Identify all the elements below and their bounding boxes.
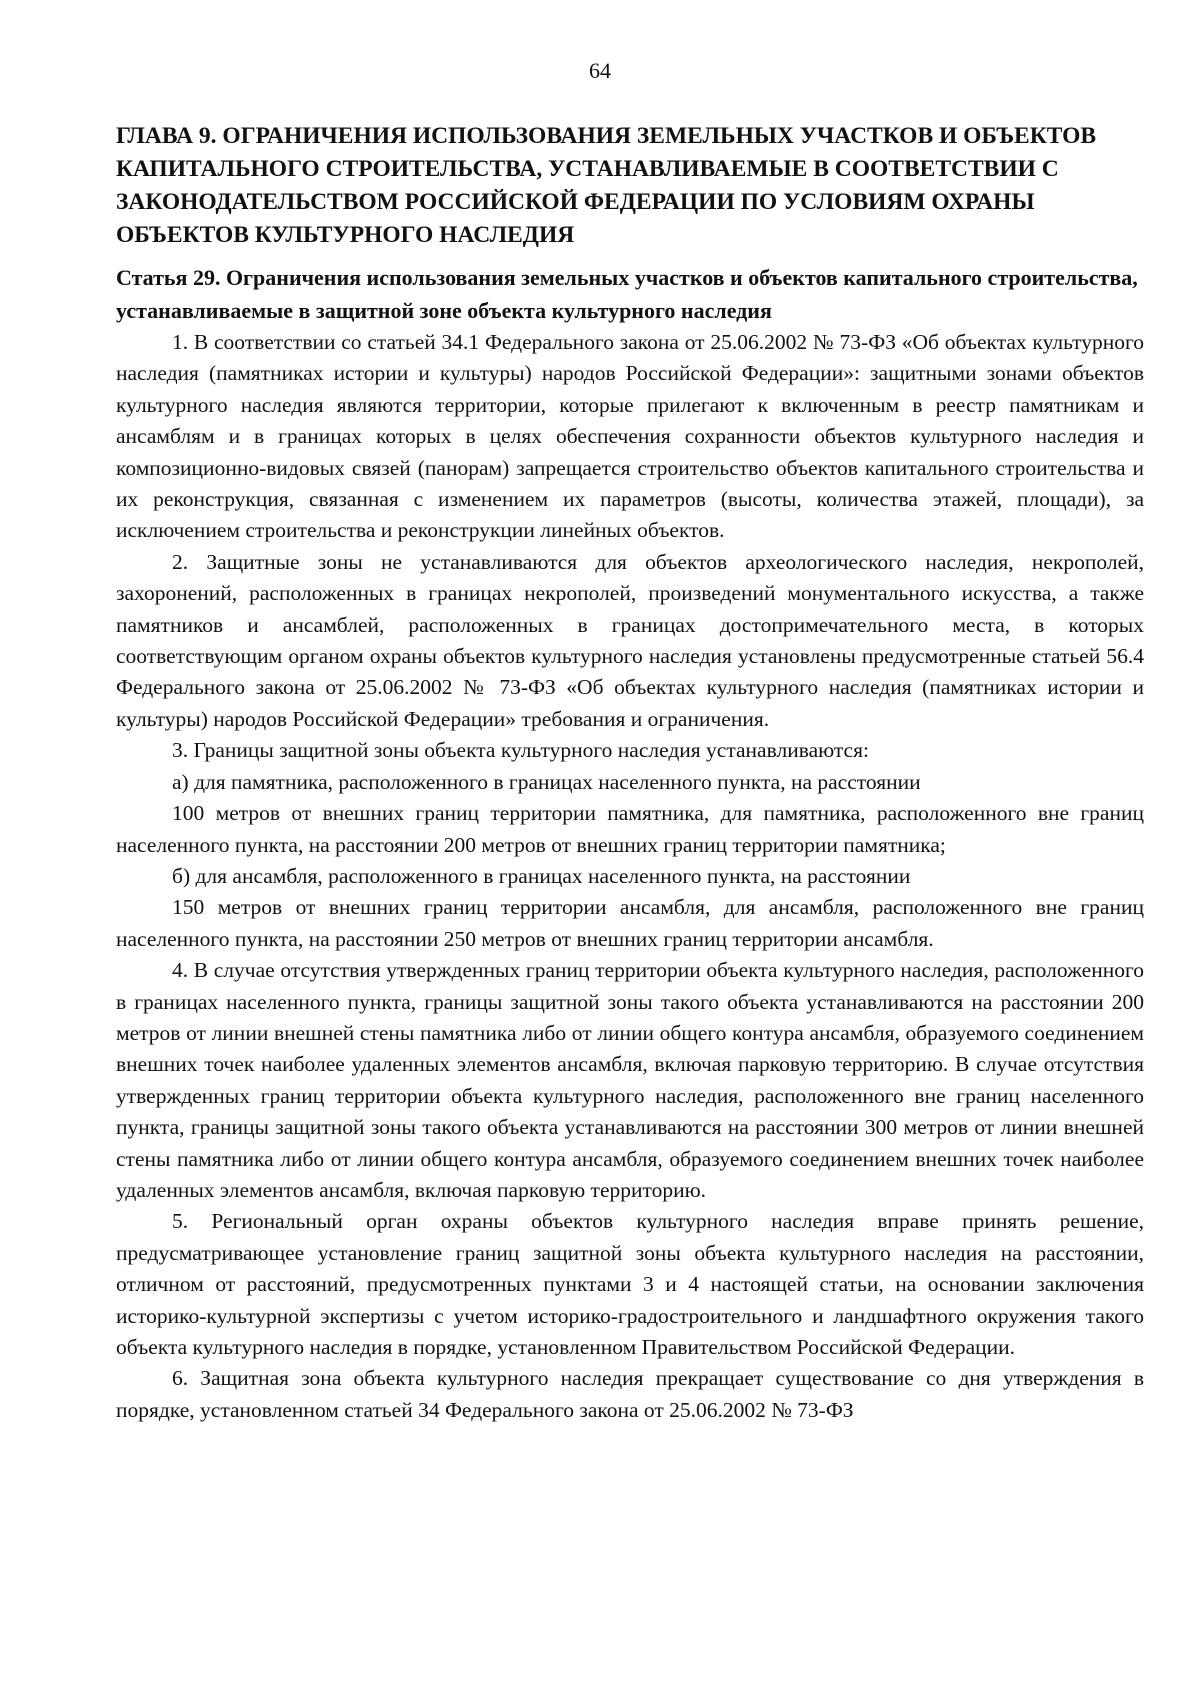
page-number: 64 (589, 58, 611, 83)
paragraph-1: 1. В соответствии со статьей 34.1 Федерального закона от 25.06.2002 № 73-ФЗ «Об объектах культурного наследия (памятниках истории и культуры) народов Российской Федерации»: защитными зонами объектов культурного наследия являются территории, которые прилегают к включенным в реестр памятникам и ансамблям и в границах которых в целях обеспечения сохранности объектов культурного наследия и композиционно-видовых связей (панорам) запрещается строительство объектов капитального строительства и их реконструкция, связанная с изменением их параметров (высоты, количества этажей, площади), за исключением строительства и реконструкции линейных объектов. (116, 330, 1144, 543)
paragraph-3: 3. Границы защитной зоны объекта культурного наследия устанавливаются: (172, 738, 869, 763)
paragraph-3a: а) для памятника, расположенного в границах населенного пункта, на расстоянии (172, 769, 921, 794)
article-body (116, 327, 1144, 1426)
paragraph-3b-continued: 150 метров от внешних границ территории ансамбля, для ансамбля, расположенного вне границ населенного пункта, на расстоянии 250 метров от внешних границ территории ансамбля. (116, 895, 1144, 951)
paragraph-6: 6. Защитная зона объекта культурного наследия прекращает существование со дня утверждения в порядке, установленном статьей 34 Федерального закона от 25.06.2002 № 73-ФЗ (116, 1366, 1144, 1422)
chapter-title: ГЛАВА 9. ОГРАНИЧЕНИЯ ИСПОЛЬЗОВАНИЯ ЗЕМЕЛЬНЫХ УЧАСТКОВ И ОБЪЕКТОВ КАПИТАЛЬНОГО СТРОИТЕЛЬСТВА, УСТАНАВЛИВАЕМЫЕ В СООТВЕТСТВИИ С ЗАКОНОДАТЕЛЬСТВОМ РОССИЙСКОЙ ФЕДЕРАЦИИ ПО УСЛОВИЯМ ОХРАНЫ ОБЪЕКТОВ КУЛЬТУРНОГО НАСЛЕДИЯ (116, 123, 1097, 248)
paragraph-3a-continued: 100 метров от внешних границ территории памятника, для памятника, расположенного вне границ населенного пункта, на расстоянии 200 метров от внешних границ территории памятника; (116, 801, 1144, 857)
paragraph-4: 4. В случае отсутствия утвержденных границ территории объекта культурного наследия, расположенного в границах населенного пункта, границы защитной зоны такого объекта устанавливаются на расстоянии 200 метров от линии внешней стены памятника либо от линии общего контура ансамбля, образуемого соединением внешних точек наиболее удаленных элементов ансамбля, включая парковую территорию. В случае отсутствия утвержденных границ территории объекта культурного наследия, расположенного вне границ населенного пункта, границы защитной зоны такого объекта устанавливаются на расстоянии 300 метров от линии внешней стены памятника либо от линии общего контура ансамбля, образуемого соединением внешних точек наиболее удаленных элементов ансамбля, включая парковую территорию. (116, 958, 1144, 1202)
paragraph-5: 5. Региональный орган охраны объектов культурного наследия вправе принять решение, предусматривающее установление границ защитной зоны объекта культурного наследия на расстоянии, отличном от расстояний, предусмотренных пунктами 3 и 4 настоящей статьи, на основании заключения историко-культурной экспертизы с учетом историко-градостроительного и ландшафтного окружения такого объекта культурного наследия в порядке, установленном Правительством Российской Федерации. (116, 1209, 1144, 1359)
article-title: Статья 29. Ограничения использования земельных участков и объектов капитального строительства, устанавливаемые в защитной зоне объекта культурного наследия (116, 265, 1138, 323)
paragraph-2: 2. Защитные зоны не устанавливаются для объектов археологического наследия, некрополей, захоронений, расположенных в границах некрополей, произведений монументального искусства, а также памятников и ансамблей, расположенных в границах достопримечательного места, в которых соответствующим органом охраны объектов культурного наследия установлены предусмотренные статьей 56.4 Федерального закона от 25.06.2002 № 73-ФЗ «Об объектах культурного наследия (памятниках истории и культуры) народов Российской Федерации» требования и ограничения. (116, 549, 1144, 731)
page-content (116, 120, 1144, 1426)
paragraph-3b: б) для ансамбля, расположенного в границах населенного пункта, на расстоянии (172, 863, 911, 888)
